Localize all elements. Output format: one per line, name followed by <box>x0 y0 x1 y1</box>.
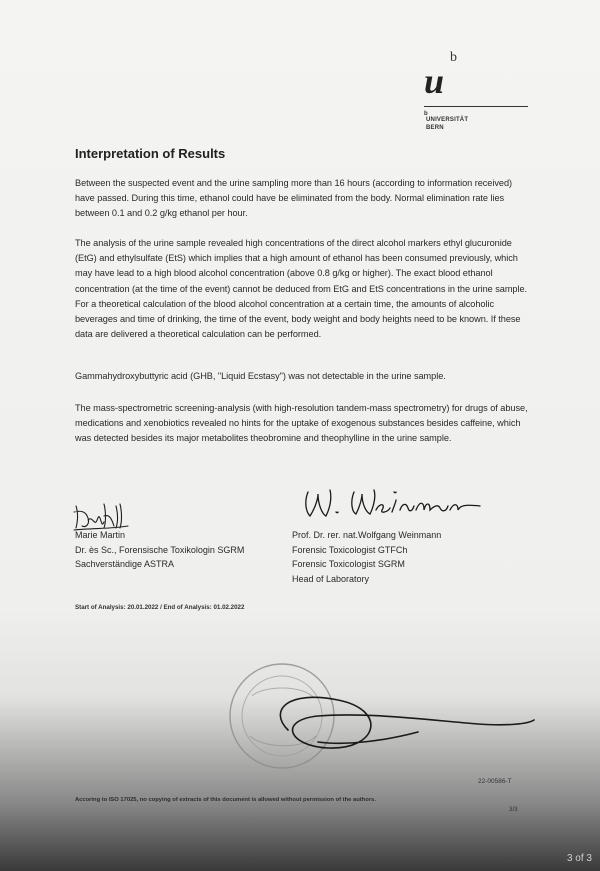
logo-mark: u <box>424 61 445 101</box>
paragraph: Gammahydroxybuttyric acid (GHB, "Liquid Ecstasy") was not detectable in the urine sample. <box>75 371 446 381</box>
paragraph: Between the suspected event and the urine sampling more than 16 hours (according to information received) have passed. During this time, ethanol could have be eliminated from the body. Normal elimination rate lies between 0.1 and 0.2 g/kg ethanol per hour. <box>75 178 513 219</box>
logo-line-2: BERN <box>426 125 444 131</box>
signatory-name: Marie Martin <box>75 530 126 540</box>
logo-line-1: UNIVERSITÄT <box>426 117 469 123</box>
signatory-title: Forensic Toxicologist GTFCh <box>292 544 408 555</box>
signature-right <box>296 482 486 526</box>
signatory-role: Head of Laboratory <box>292 573 370 584</box>
paragraph: The analysis of the urine sample revealed high concentrations of the direct alcohol markers ethyl glucuronide (EtG) and ethylsulfate (EtS) which implies that a high amount of ethanol has been consumed previously, which may have lead to a high blood alcohol concentration (above 0.8 g/kg or higher). The exact blood ethanol concentration (at the time of the event) cannot be deduced from EtG and EtS concentrations in the urine sample. For a theoretical calculation of the blood alcohol concentration at a certain time, the amounts of alcoholic beverages and time of drinking, the time of the event, body weight and body heights need to be known. If these data are delivered a theoretical calculation can be performed. <box>75 238 528 340</box>
copyright-note: Accoring to ISO 17025, no copying of extracts of this document is allowed without permission of the authors. <box>75 797 376 803</box>
signatory-left <box>75 528 275 572</box>
signatory-name: Prof. Dr. rer. nat.Wolfgang Weinmann <box>292 530 442 540</box>
analysis-dates: Start of Analysis: 20.01.2022 / End of Analysis: 01.02.2022 <box>75 604 245 611</box>
logo-superscript: b <box>450 50 457 65</box>
signatory-title: Forensic Toxicologist SGRM <box>292 559 405 569</box>
section-heading: Interpretation of Results <box>75 146 226 161</box>
signatory-right <box>292 528 512 586</box>
university-logo <box>424 52 534 142</box>
signatory-title: Dr. ès Sc., Forensische Toxikologin SGRM <box>75 544 245 555</box>
document-number: 22-00586-T <box>478 778 512 785</box>
logo-rule <box>424 106 528 107</box>
page-fraction: 3/3 <box>509 806 518 813</box>
logo-small-mark: b <box>424 111 428 117</box>
signature-scribble <box>248 680 538 770</box>
signatory-role: Sachverständige ASTRA <box>75 559 175 569</box>
paragraph: The mass-spectrometric screening-analysis (with high-resolution tandem-mass spectrometry) for drugs of abuse, medications and xenobiotics revealed no hints for the uptake of exogenous substances besides caffeine, which was detected besides its major metabolites theobromine and theophylline in the urine sample. <box>75 403 528 444</box>
logo-text <box>426 116 468 132</box>
signature-left <box>72 498 132 532</box>
page-counter: 3 of 3 <box>566 853 592 864</box>
